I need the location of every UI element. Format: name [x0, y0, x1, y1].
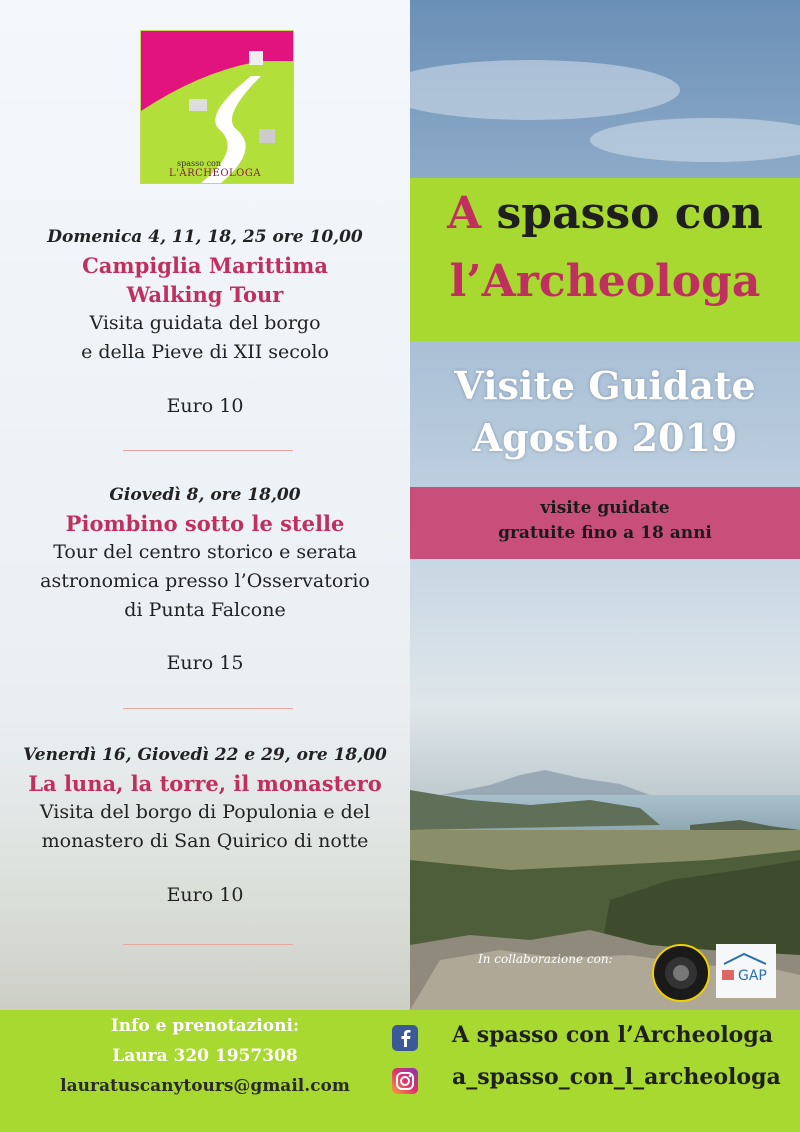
separator: [123, 708, 293, 709]
title-line-2: l’Archeologa: [449, 256, 761, 307]
event-price: Euro 10: [166, 395, 244, 417]
event-description: astronomica presso l’Osservatorio: [40, 570, 370, 592]
collaboration-label: In collaborazione con:: [478, 952, 613, 966]
facebook-link[interactable]: A spasso con l’Archeologa: [452, 1022, 773, 1048]
separator: [123, 450, 293, 451]
contact-phone: Laura 320 1957308: [112, 1046, 298, 1066]
info-title: Info e prenotazioni:: [110, 1016, 300, 1036]
visite-heading: [410, 360, 800, 464]
event-description: monastero di San Quirico di notte: [41, 830, 369, 852]
title-a: A: [447, 188, 482, 239]
free-visits-box: [410, 487, 800, 559]
event-description: di Punta Falcone: [124, 599, 286, 621]
event-description: Visita del borgo di Populonia e del: [39, 801, 371, 823]
logo: [140, 30, 294, 184]
event-1: [0, 227, 410, 417]
event-3: [0, 745, 410, 906]
event-title: La luna, la torre, il monastero: [28, 771, 382, 796]
event-title: Campiglia Marittima: [82, 253, 328, 278]
instagram-link[interactable]: a_spasso_con_l_archeologa: [452, 1064, 781, 1090]
separator: [123, 944, 293, 945]
free-line-2: gratuite fino a 18 anni: [498, 523, 712, 543]
title-line-1: [410, 188, 800, 239]
title-line-1-rest: spasso con: [481, 188, 763, 239]
event-title: Piombino sotto le stelle: [65, 511, 345, 536]
visite-line-2: Agosto 2019: [472, 415, 738, 460]
gap-text: GAP: [738, 968, 767, 984]
event-2: [0, 485, 410, 674]
association-badge: [652, 944, 710, 1002]
gap-logo: [716, 944, 776, 998]
instagram-icon[interactable]: [392, 1068, 418, 1094]
event-description: Visita guidata del borgo: [89, 312, 321, 334]
visite-line-1: Visite Guidate: [454, 363, 756, 408]
title-box: [410, 178, 800, 341]
event-title: Walking Tour: [126, 282, 284, 307]
logo-main-text: L'ARCHEOLOGA: [169, 168, 262, 179]
event-price: Euro 10: [166, 884, 244, 906]
event-description: e della Pieve di XII secolo: [81, 341, 329, 363]
event-description: Tour del centro storico e serata: [53, 541, 357, 563]
event-date: Venerdì 16, Giovedì 22 e 29, ore 18,00: [23, 745, 387, 765]
contact-email[interactable]: lauratuscanytours@gmail.com: [60, 1076, 350, 1096]
event-price: Euro 15: [166, 652, 244, 674]
facebook-icon[interactable]: [392, 1025, 418, 1051]
event-date: Domenica 4, 11, 18, 25 ore 10,00: [47, 227, 363, 247]
event-date: Giovedì 8, ore 18,00: [109, 485, 301, 505]
logo-small-text: spasso con: [177, 159, 222, 168]
free-line-1: visite guidate: [540, 498, 670, 518]
